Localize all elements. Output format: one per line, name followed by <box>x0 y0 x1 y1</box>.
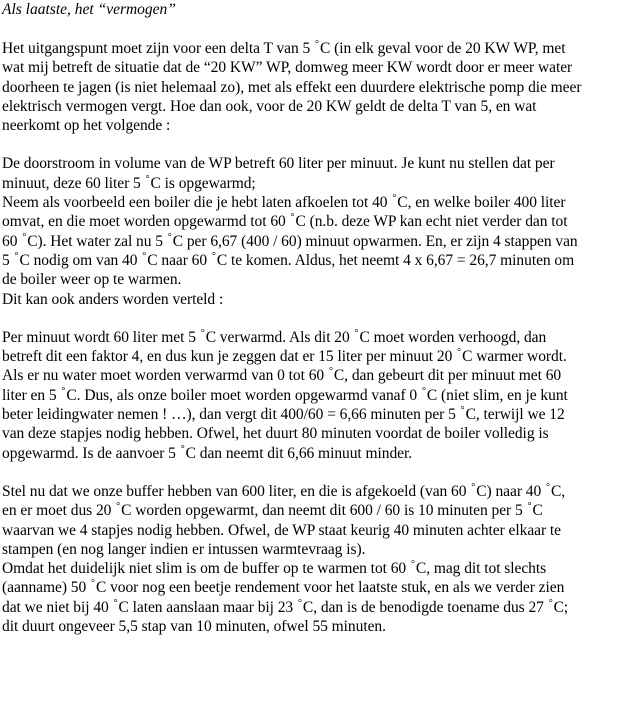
text-line: en er moet dus 20 °C worden opgewarmt, dan neemt dit 600 / 60 is 10 minuten per 5 °C <box>2 501 543 520</box>
degree-sign: ° <box>460 405 465 417</box>
degree-sign: ° <box>421 385 426 397</box>
text-line: Neem als voorbeeld een boiler die je hebt laten afkoelen tot 40 °C, en welke boiler 400 liter <box>2 193 566 212</box>
document-title: Als laatste, het “vermogen” <box>2 1 176 18</box>
text-line: Stel nu dat we onze buffer hebben van 600 liter, en die is afgekoeld (van 60 °C) naar 40 °C, <box>2 481 566 500</box>
text-line: minuut, deze 60 liter 5 °C is opgewarmd; <box>2 173 256 192</box>
text-line: dat we niet bij 40 °C laten aanslaan maar bij 23 °C, dan is de benodigde toename dus 27 °C; <box>2 597 569 616</box>
text-line: neerkomt op het volgende : <box>2 117 171 135</box>
text-line: wat mij betreft de situatie dat de “20 KW” WP, domweg meer KW wordt door er meer water <box>2 59 573 77</box>
text-line: 60 °C). Het water zal nu 5 °C per 6,67 (400 / 60) minuut opwarmen. En, er zijn 4 stappen van <box>2 231 578 250</box>
text-line: stampen (en nog langer indien er intussen warmtevraag is). <box>2 540 366 558</box>
paragraph-3 <box>2 328 634 463</box>
degree-sign: ° <box>61 385 66 397</box>
paragraph-2 <box>2 154 634 308</box>
text-line: de boiler weer op te warmen. <box>2 271 182 289</box>
document-page <box>2 0 634 655</box>
text-line: (aanname) 50 °C voor nog een beetje rendement voor het laatste stuk, en als we verder zien <box>2 578 565 597</box>
degree-sign: ° <box>113 597 118 609</box>
text-line: dit duurt ongeveer 5,5 stap van 10 minuten, ofwel 55 minuten. <box>2 618 386 636</box>
text-line: De doorstroom in volume van de WP betreft 60 liter per minuut. Je kunt nu stellen dat per <box>2 155 555 173</box>
degree-sign: ° <box>354 327 359 339</box>
text-line: 5 °C nodig om van 40 °C naar 60 °C te komen. Aldus, het neemt 4 x 6,67 = 26,7 minuten om <box>2 250 575 269</box>
degree-sign: ° <box>410 559 415 571</box>
text-line: waarvan we 4 stapjes nodig hebben. Ofwel, de WP staat keurig 40 minuten achter elkaar te <box>2 521 562 539</box>
degree-sign: ° <box>548 597 553 609</box>
degree-sign: ° <box>290 212 295 224</box>
degree-sign: ° <box>91 578 95 590</box>
degree-sign: ° <box>328 366 333 378</box>
degree-sign: ° <box>527 501 532 513</box>
text-line: omvat, en die moet worden opgewarmd tot 60 °C (n.b. deze WP kan echt niet verder dan tot <box>2 212 568 231</box>
paragraph-1 <box>2 39 634 135</box>
text-line: elektrisch vermogen vergt. Hoe dan ook, voor de 20 KW geldt de delta T van 5, en wat <box>2 97 537 115</box>
text-line: beter leidingwater nemen ! …), dan vergt dit 400/60 = 6,66 minuten per 5 °C, terwijl we 12 <box>2 405 565 424</box>
degree-sign: ° <box>315 39 319 50</box>
text-line: Het uitgangspunt moet zijn voor een delta T van 5 °C (in elk geval voor de 20 KW WP, met <box>2 39 566 57</box>
text-line: Als er nu water moet worden verwarmd van 0 tot 60 °C, dan gebeurt dit per minuut met 60 <box>2 366 562 385</box>
degree-sign: ° <box>22 231 27 243</box>
degree-sign: ° <box>545 481 550 493</box>
degree-sign: ° <box>392 193 397 205</box>
text-line: doorheen te jagen (is niet helemaal zo), met als effekt een duurdere elektrische pomp die meer <box>2 78 582 96</box>
paragraph-4 <box>2 482 634 636</box>
degree-sign: ° <box>471 481 476 493</box>
text-line: betreft dit een faktor 4, en dus kun je zeggen dat er 15 liter per minuut 20 °C warmer wordt. <box>2 347 567 366</box>
text-line: Omdat het duidelijk niet slim is om de buffer op te warmen tot 60 °C, mag dit tot slechts <box>2 559 547 578</box>
degree-sign: ° <box>116 501 121 513</box>
text-line: opgewarmd. Is de aanvoer 5 °C dan neemt dit 6,66 minuut minder. <box>2 443 413 462</box>
degree-sign: ° <box>211 250 216 262</box>
degree-sign: ° <box>180 443 185 455</box>
text-line: Per minuut wordt 60 liter met 5 °C verwarmd. Als dit 20 °C moet worden verhoogd, dan <box>2 327 547 346</box>
degree-sign: ° <box>167 231 172 243</box>
text-line: Dit kan ook anders worden verteld : <box>2 290 224 308</box>
text-line: liter en 5 °C. Dus, als onze boiler moet worden opgewarmd vanaf 0 °C (niet slim, en je kunt <box>2 385 568 404</box>
degree-sign: ° <box>145 173 150 185</box>
degree-sign: ° <box>142 250 147 262</box>
text-line: van deze stapjes nodig hebben. Ofwel, het duurt 80 minuten voordat de boiler volledig is <box>2 425 549 443</box>
degree-sign: ° <box>200 327 205 339</box>
degree-sign: ° <box>14 250 19 262</box>
degree-sign: ° <box>297 597 302 609</box>
degree-sign: ° <box>457 347 462 359</box>
